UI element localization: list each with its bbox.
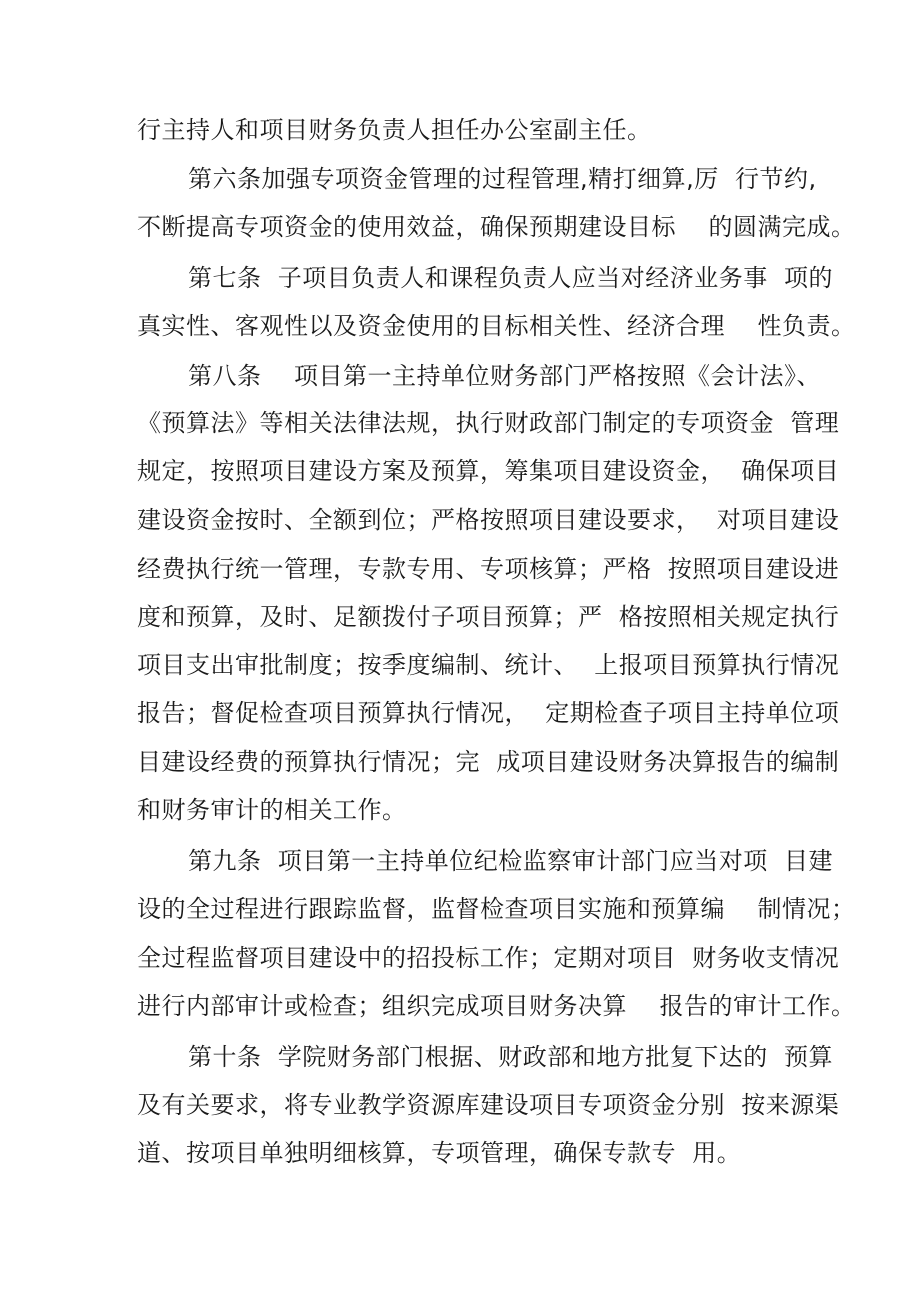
text-line-5: 真实性、客观性以及资金使用的目标相关性、经济合理 性负责。 — [137, 312, 856, 340]
text-line-18: 全过程监督项目建设中的招投标工作；定期对项目 财务收支情况 — [137, 944, 840, 972]
text-line-1: 行主持人和项目财务负责人担任办公室副主任。 — [137, 116, 652, 144]
text-line-8: 规定，按照项目建设方案及预算，筹集项目建设资金， 确保项目 — [137, 457, 840, 485]
text-line-15: 和财务审计的相关工作。 — [137, 796, 407, 824]
text-line-7: 《预算法》等相关法律法规，执行财政部门制定的专项资金 管理 — [137, 409, 840, 437]
text-line-3: 不断提高专项资金的使用效益，确保预期建设目标 的圆满完成。 — [137, 213, 856, 241]
text-line-12: 项目支出审批制度；按季度编制、统计、 上报项目预算执行情况 — [137, 651, 840, 679]
text-line-22: 道、按项目单独明细核算，专项管理，确保专款专 用。 — [137, 1139, 742, 1167]
text-line-9: 建设资金按时、全额到位；严格按照项目建设要求， 对项目建设 — [137, 506, 840, 534]
text-line-11: 度和预算，及时、足额拨付子项目预算；严 格按照相关规定执行 — [137, 603, 840, 631]
text-line-21: 及有关要求，将专业教学资源库建设项目专项资金分别 按来源渠 — [137, 1091, 840, 1119]
text-line-20-article-10: 第十条 学院财务部门根据、财政部和地方批复下达的 预算 — [188, 1043, 834, 1071]
text-line-13: 报告；督促检查项目预算执行情况， 定期检查子项目主持单位项 — [137, 699, 840, 727]
text-line-19: 进行内部审计或检查；组织完成项目财务决算 报告的审计工作。 — [137, 992, 856, 1020]
text-line-17: 设的全过程进行跟踪监督，监督检查项目实施和预算编 制情况； — [137, 895, 856, 923]
text-line-16-article-9: 第九条 项目第一主持单位纪检监察审计部门应当对项 目建 — [188, 847, 834, 875]
text-line-4-article-7: 第七条 子项目负责人和课程负责人应当对经济业务事 项的 — [188, 264, 834, 292]
text-line-10: 经费执行统一管理，专款专用、专项核算；严格 按照项目建设进 — [137, 555, 840, 583]
text-line-6-article-8: 第八条 项目第一主持单位财务部门严格按照《会计法》、 — [188, 362, 822, 390]
text-line-14: 目建设经费的预算执行情况；完 成项目建设财务决算报告的编制 — [137, 748, 840, 776]
text-line-2-article-6: 第六条加强专项资金管理的过程管理,精打细算,厉 行节约, — [188, 165, 817, 193]
